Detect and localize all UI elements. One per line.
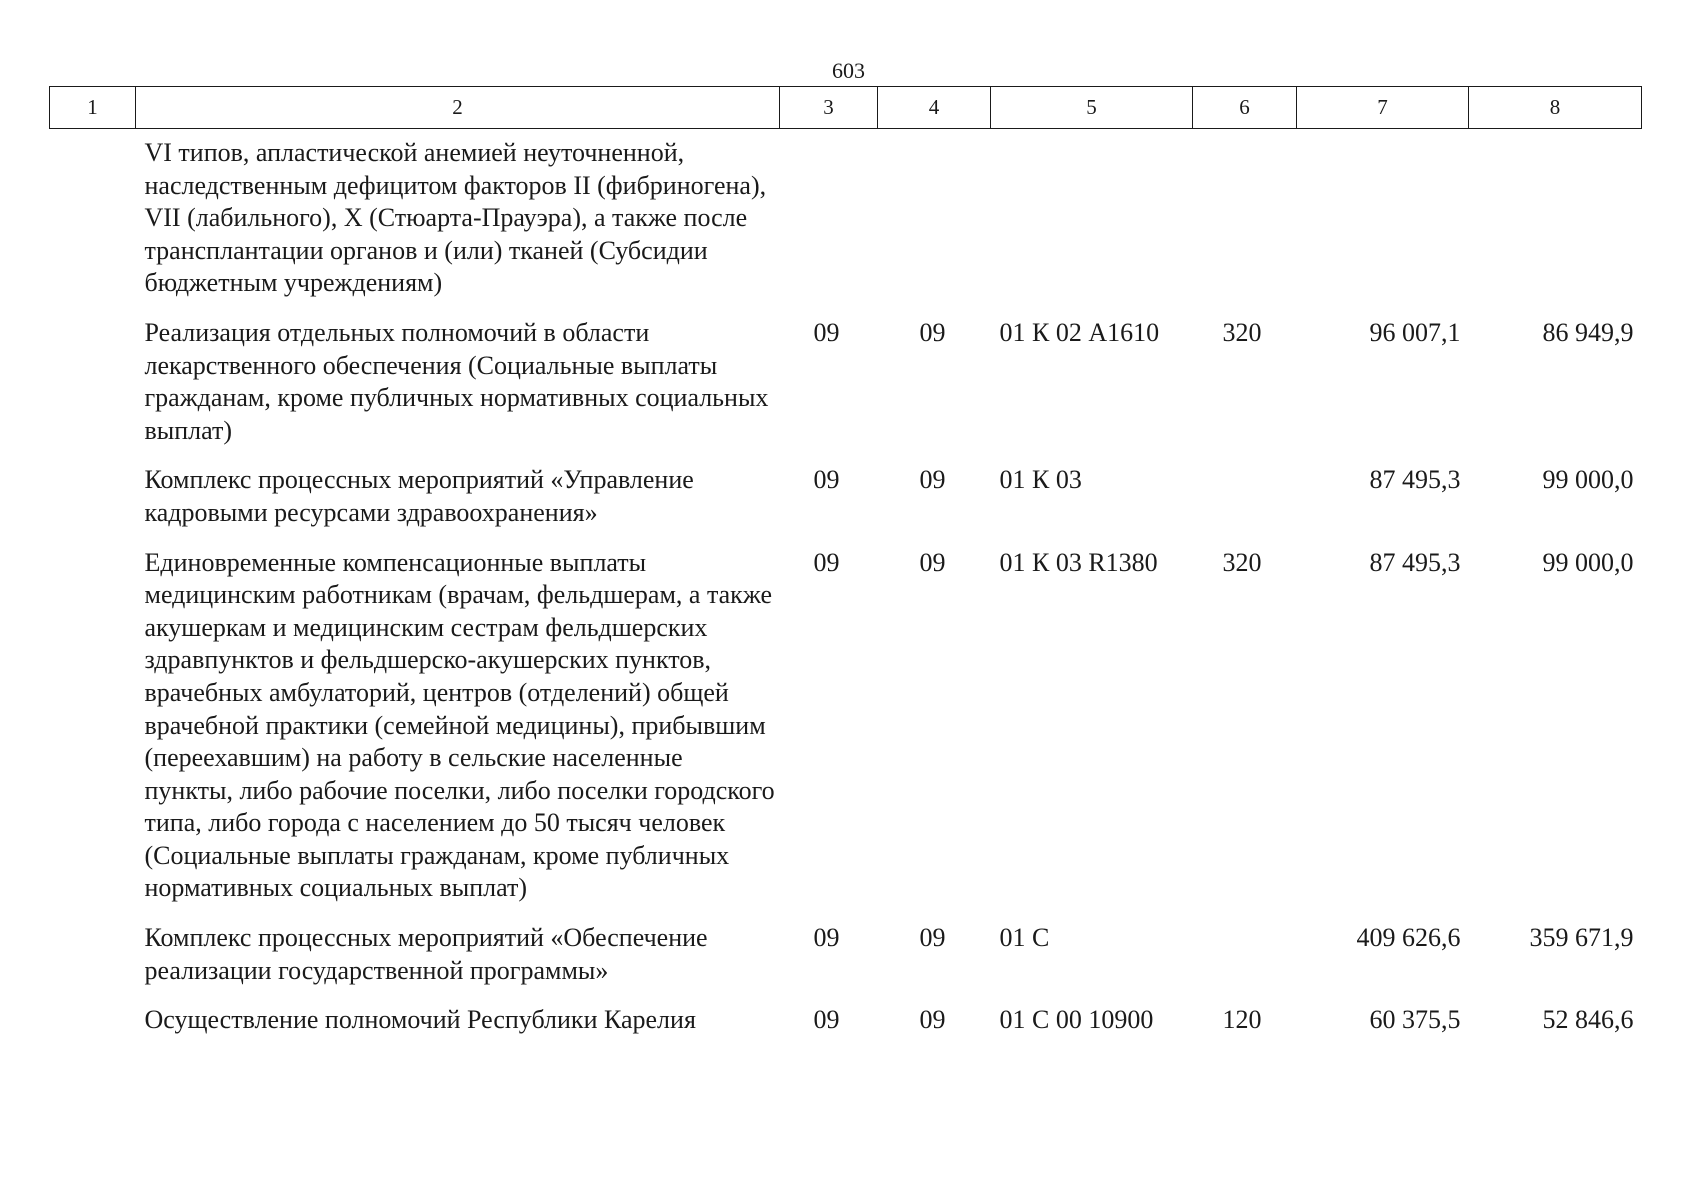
row-amount-col7: 96 007,1 <box>1369 317 1461 347</box>
column-header-1: 1 <box>50 87 136 129</box>
row-amount-col7: 87 495,3 <box>1369 465 1461 495</box>
row-expense-type: 120 <box>1222 1005 1262 1035</box>
row-name: Единовременные компенсационные выплаты медицинским работникам (врачам, фельдшерам, а также акушеркам и медицинским сестрам фельдшерских здравпунктов и фельдшерско-акушерских пунктов, врачебных амбулаторий, центров (отделений) общей врачебной практики (семейной медицины), прибывшим (переехавшим) на работу в сельские населенные пункты, либо рабочие поселки, либо поселки городского типа, либо города с населением до 50 тысяч человек (Социальные выплаты гражданам, кроме публичных нормативных социальных выплат) <box>144 547 775 903</box>
column-header-4: 4 <box>878 87 991 129</box>
row-target-article: 01 К 03 <box>999 465 1082 495</box>
table-row <box>50 1004 1642 1054</box>
row-amount-col8 <box>1469 129 1642 317</box>
row-amount-col8: 99 000,0 <box>1542 547 1634 577</box>
column-header-3: 3 <box>780 87 878 129</box>
row-amount-col8: 86 949,9 <box>1542 317 1634 347</box>
row-amount-col8: 52 846,6 <box>1542 1005 1634 1035</box>
row-section: 09 <box>813 317 840 347</box>
budget-table <box>49 86 1642 1054</box>
table-row <box>50 464 1642 546</box>
row-expense-type <box>1193 922 1297 1004</box>
table-row <box>50 129 1642 317</box>
row-section: 09 <box>813 547 840 577</box>
table-header-row <box>50 87 1642 129</box>
row-number-cell <box>50 1004 136 1054</box>
row-expense-type <box>1193 464 1297 546</box>
row-section <box>780 129 878 317</box>
row-name: Осуществление полномочий Республики Карелия <box>144 1005 696 1035</box>
row-target-article: 01 К 03 R1380 <box>999 547 1158 577</box>
row-amount-col8: 99 000,0 <box>1542 465 1634 495</box>
row-target-article <box>991 129 1193 317</box>
row-subsection: 09 <box>919 1005 946 1035</box>
row-number-cell <box>50 129 136 317</box>
row-amount-col8: 359 671,9 <box>1529 923 1634 953</box>
row-number-cell <box>50 317 136 464</box>
row-amount-col7: 87 495,3 <box>1369 547 1461 577</box>
table-row <box>50 317 1642 464</box>
row-expense-type <box>1193 129 1297 317</box>
row-number-cell <box>50 547 136 923</box>
row-amount-col7: 60 375,5 <box>1369 1005 1461 1035</box>
column-header-7: 7 <box>1297 87 1469 129</box>
row-section: 09 <box>813 923 840 953</box>
row-section: 09 <box>813 1005 840 1035</box>
table-row <box>50 547 1642 923</box>
row-subsection: 09 <box>919 923 946 953</box>
row-number-cell <box>50 922 136 1004</box>
row-target-article: 01 К 02 А1610 <box>999 317 1160 347</box>
row-target-article: 01 С 00 10900 <box>999 1005 1154 1035</box>
row-expense-type: 320 <box>1222 547 1262 577</box>
page-number: 603 <box>832 58 865 83</box>
column-header-6: 6 <box>1193 87 1297 129</box>
row-subsection: 09 <box>919 547 946 577</box>
row-amount-col7 <box>1297 129 1469 317</box>
row-subsection: 09 <box>919 317 946 347</box>
row-expense-type: 320 <box>1222 317 1262 347</box>
column-header-8: 8 <box>1469 87 1642 129</box>
row-name: VI типов, апластической анемией неуточненной, наследственным дефицитом факторов II (фибриногена), VII (лабильного), X (Стюарта-Прауэра), а также после трансплантации органов и (или) тканей (Субсидии бюджетным учреждениям) <box>144 138 767 298</box>
row-number-cell <box>50 464 136 546</box>
column-header-2: 2 <box>136 87 780 129</box>
row-name: Реализация отдельных полномочий в области лекарственного обеспечения (Социальные выплаты гражданам, кроме публичных нормативных социальных выплат) <box>144 317 769 445</box>
column-header-5: 5 <box>991 87 1193 129</box>
table-row <box>50 922 1642 1004</box>
row-subsection <box>878 129 991 317</box>
row-amount-col7: 409 626,6 <box>1356 923 1461 953</box>
row-target-article: 01 С <box>999 923 1050 953</box>
row-section: 09 <box>813 465 840 495</box>
row-name: Комплекс процессных мероприятий «Обеспечение реализации государственной программы» <box>144 923 708 985</box>
row-name: Комплекс процессных мероприятий «Управление кадровыми ресурсами здравоохранения» <box>144 465 694 527</box>
row-subsection: 09 <box>919 465 946 495</box>
